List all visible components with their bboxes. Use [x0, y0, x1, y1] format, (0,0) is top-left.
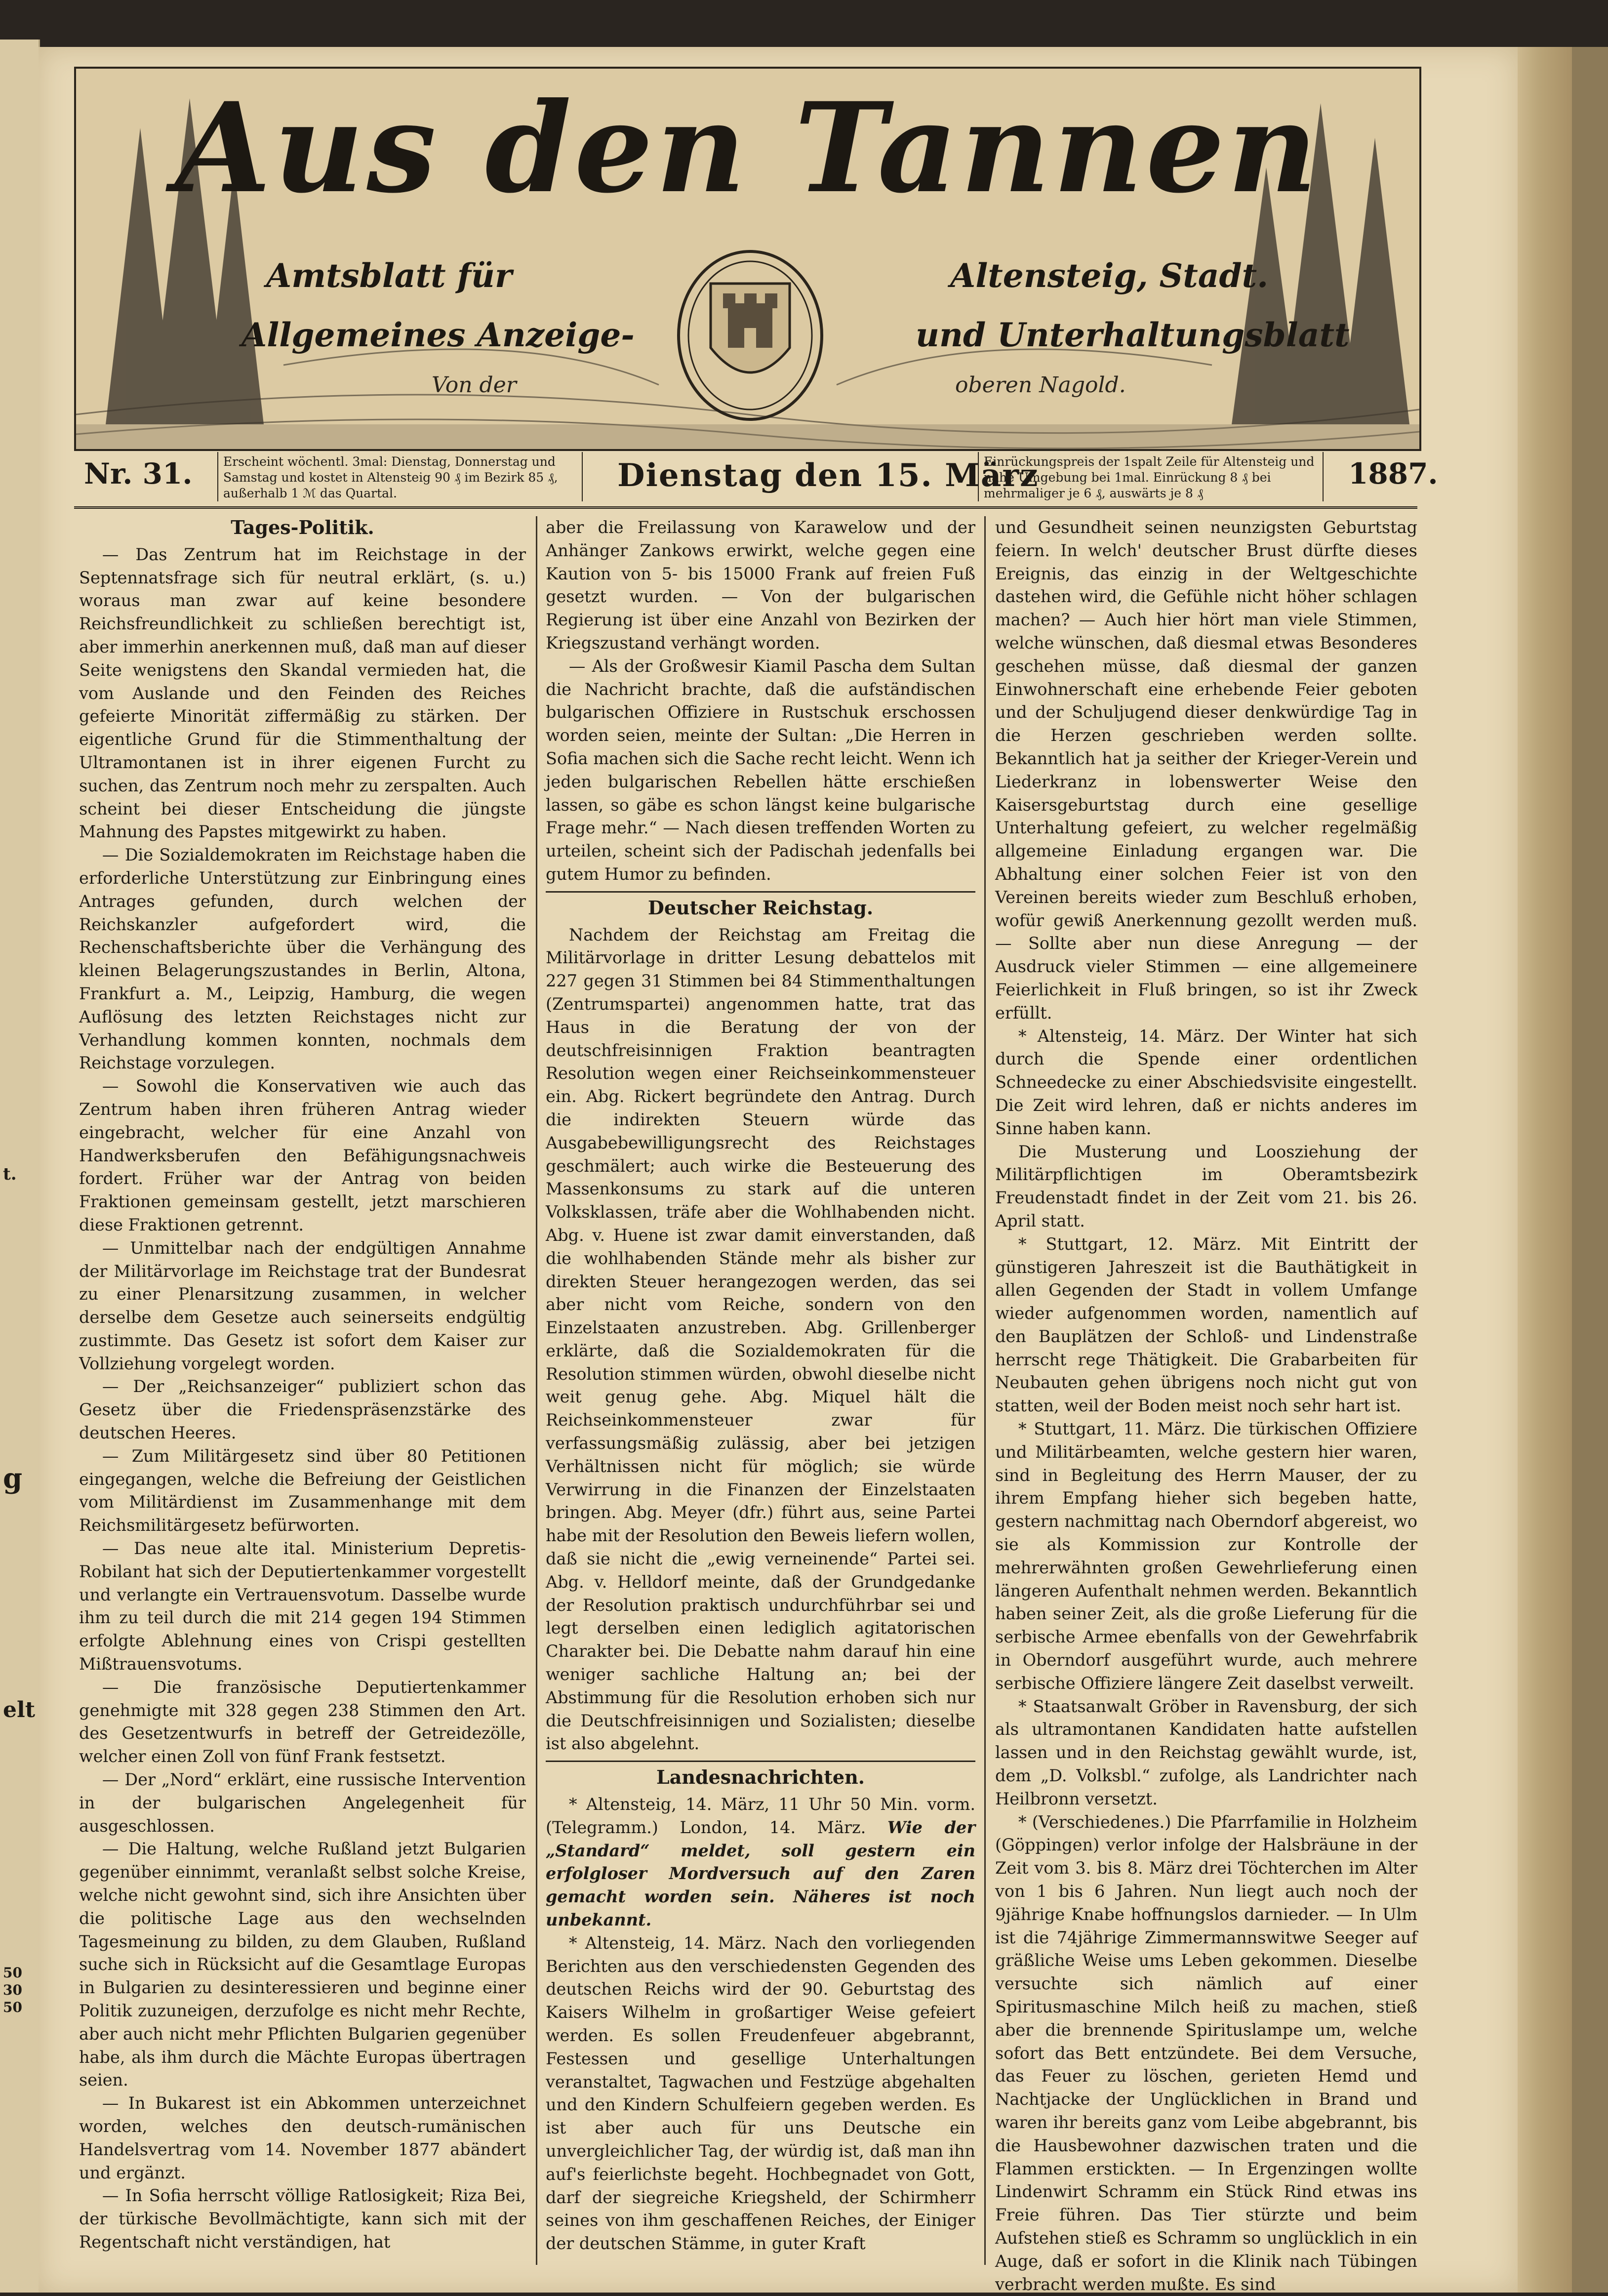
article-paragraph: * Altensteig, 14. März. Nach den vorliegenden Berichten aus den verschiedensten Gegenden des deutschen Reichs wird der 90. Geburtstag des Kaisers Wilhelm in großartiger Weise gefeiert werden. Es sollen Freudenfeuer abgebrannt, Festessen und gesellige Unterhaltungen veranstaltet, Tagwachen und Festzüge abgehalten und den Kindern Schulfeiern gegeben werden. Es ist aber auch für uns Deutsche ein unvergleichlicher Tag, der würdig ist, daß man ihn auf's feierlichste begeht. Hochbegnadet von Gott, darf der siegreiche Kriegsheld, der Schirmherr seines von ihm geschaffenen Reiches, der Einiger der deutschen Stämme, in guter Kraft: [546, 1933, 975, 2254]
issue-date: Dienstag den 15. März: [617, 457, 1039, 494]
masthead-subtitle: Amtsblatt für: [266, 256, 512, 295]
article-paragraph: * Stuttgart, 11. März. Die türkischen Offiziere und Militärbeamten, welche gestern hier waren, sind in Begleitung des Herrn Mauser, der zu ihrem Empfang hieher sich begeben hatte, gestern nachmittag nach Oberndorf abgereist, wo sie als Kommission zur Kontrolle der mehrerwähnten großen Gewehrlieferung einen längeren Aufenthalt nehmen werden. Bekanntlich haben seiner Zeit, als die große Lieferung für die serbische Armee ebenfalls von der Gewehrfabrik in Oberndorf ausgeführt wurde, auch mehrere serbische Offiziere längere Zeit daselbst verweilt.: [995, 1419, 1417, 1693]
article-paragraph: [546, 1793, 975, 1932]
issue-info-bar: [74, 452, 1438, 509]
article-paragraph: — Die Haltung, welche Rußland jetzt Bulgarien gegenüber einnimmt, veranlaßt selbst solche Kreise, welche nicht gewohnt sind, sich ihre Ansichten über die politische Lage aus den wechselnden Tagesmeinung zu bilden, zu dem Glauben, Rußland suche sich in Rücksicht auf die Gesamtlage Europas in Bulgarien zu desinteressieren und beginne einer Politik zuzuneigen, derzufolge es nicht mehr Rechte, aber auch nicht mehr Pflichten Bulgarien gegenüber habe, als ihm durch die Mächte Europas übertragen seien.: [79, 1839, 526, 2090]
column-2: [546, 516, 975, 2275]
masthead-tagline: oberen Nagold.: [955, 372, 1126, 398]
article-paragraph: — Der „Nord“ erklärt, eine russische Intervention in der bulgarischen Angelegenheit für ausgeschlossen.: [79, 1770, 526, 1836]
prev-fragment: 30: [3, 1982, 22, 1998]
article-paragraph: — Der „Reichsanzeiger“ publiziert schon das Gesetz über die Friedenspräsenzstärke des deutschen Heeres.: [79, 1377, 526, 1443]
masthead-subtitle: Altensteig, Stadt.: [950, 256, 1269, 295]
column-rule: [536, 516, 537, 2265]
article-paragraph: — Das Zentrum hat im Reichstage in der Septennatsfrage sich für neutral erklärt, (s. u.) woraus man zwar auf keine besondere Reichsfreundlichkeit zu schließen berechtigt ist, aber immerhin anerkennen muß, daß man auf dieser Seite wenigstens den Skandal vermieden hat, die vom Auslande und den Feinden des Reiches gefeierte Minorität ziffermäßig zu stärken. Der eigentliche Grund für die Stimmenthaltung der Ultramontanen ist in ihrer eigenen Furcht zu suchen, das Zentrum noch mehr zu zerspalten. Auch scheint bei dieser Entscheidung die jüngste Mahnung des Papstes mitgewirkt zu haben.: [79, 544, 526, 842]
section-heading: Tages-Politik.: [231, 516, 374, 538]
article-paragraph: * Stuttgart, 12. März. Mit Eintritt der günstigeren Jahreszeit ist die Bauthätigkeit in allen Gegenden der Stadt in vollem Umfange wieder aufgenommen worden, namentlich auf den Bauplätzen der Schloß- und Lindenstraße herrscht rege Thätigkeit. Die Grabarbeiten für Neubauten gehen übrigens noch nicht gut von statten, weil der Boden meist noch sehr hart ist.: [995, 1234, 1417, 1416]
masthead-title: Aus den Tannen: [175, 75, 1321, 220]
article-paragraph: — Das neue alte ital. Ministerium Depretis-Robilant hat sich der Deputiertenkammer vorgestellt und verlangte ein Vertrauensvotum. Dasselbe wurde ihm zu teil durch die mit 214 gegen 194 Stimmen erfolgte Ablehnung eines von Crispi gestellten Mißtrauensvotums.: [79, 1539, 526, 1674]
telegram-news: Wie der „Standard“ meldet, soll gestern ein erfolgloser Mordversuch auf den Zaren gemacht worden sein. Näheres ist noch unbekannt.: [546, 1817, 975, 1930]
article-paragraph: aber die Freilassung von Karawelow und der Anhänger Zankows erwirkt, welche gegen eine Kaution von 5- bis 15000 Frank auf freien Fuß gesetzt wurden. — Von der bulgarischen Regierung ist über eine Anzahl von Bezirken der Kriegszustand verhängt worden.: [546, 518, 975, 653]
article-paragraph: — Zum Militärgesetz sind über 80 Petitionen eingegangen, welche die Befreiung der Geistlichen vom Militärdienst im Zusammenhange mit dem Reichsmilitärgesetz befürworten.: [79, 1446, 526, 1535]
article-paragraph: — In Bukarest ist ein Abkommen unterzeichnet worden, welches den deutsch-rumänischen Handelsvertrag vom 14. November 1877 abändert und ergänzt.: [79, 2093, 526, 2182]
article-paragraph: — Die Sozialdemokraten im Reichstage haben die erforderliche Unterstützung zur Einbringung eines Antrages gefunden, durch welchen der Reichskanzler aufgefordert wird, die Rechenschaftsberichte über die Verhängung des kleinen Belagerungszustandes in Berlin, Altona, Frankfurt a. M., Leipzig, Hamburg, die wegen Auflösung des letzten Reichstages nicht zur Verhandlung kommen konnten, nochmals dem Reichstage vorzulegen.: [79, 845, 526, 1073]
article-paragraph: * Staatsanwalt Gröber in Ravensburg, der sich als ultramontanen Kandidaten hatte aufstellen lassen und in den Reichstag gewählt wurde, ist, dem „D. Volksbl.“ zufolge, als Landrichter nach Heilbronn versetzt.: [995, 1696, 1417, 1808]
article-paragraph: Nachdem der Reichstag am Freitag die Militärvorlage in dritter Lesung debattelos mit 227 gegen 31 Stimmen bei 84 Stimmenthaltungen (Zentrumspartei) angenommen hatte, trat das Haus in die Beratung der von der deutschfreisinnigen Fraktion beantragten Resolution wegen einer Reichseinkommensteuer ein. Abg. Rickert begründete den Antrag. Durch die indirekten Steuern würde das Ausgabebewilligungsrecht des Reichstages geschmälert; auch wirke die Besteuerung des Massenkonsums zu stark auf die unteren Volksklassen, träfe aber die Wohlhabenden nicht. Abg. v. Huene ist zwar damit einverstanden, daß die wohlhabenden Stände mehr als bisher zur direkten Steuer herangezogen werden, das sei aber nicht vom Reiche, sondern von den Einzelstaaten anzustreben. Abg. Grillenberger erklärte, daß die Sozialdemokraten für die Resolution stimmen würden, obwohl dieselbe nicht weit genug gehe. Abg. Miquel hält die Reichseinkommensteuer zwar für verfassungsmäßig zulässig, aber bei jetzigen Verhältnissen nicht für möglich; sie würde Verwirrung in die Finanzen der Einzelstaaten bringen. Abg. Meyer (dfr.) führt aus, seine Partei habe mit der Resolution den Beweis liefern wollen, daß sie nicht die „ewig verneinende“ Partei sei. Abg. v. Helldorf meinte, daß der Grundgedanke der Resolution praktisch undurchführbar sei und legt derselben einen lediglich agitatorischen Charakter bei. Die Debatte nahm darauf hin eine weniger sachliche Haltung an; bei der Abstimmung für die Resolution erhoben sich nur die Deutschfreisinnigen und Sozialisten; dieselbe ist also abgelehnt.: [546, 925, 975, 1754]
masthead-subtitle: Allgemeines Anzeige-: [241, 316, 635, 354]
article-paragraph: — In Sofia herrscht völlige Ratlosigkeit; Riza Bei, der türkische Bevollmächtigte, kann sich mit der Regentschaft nicht verständigen, hat: [79, 2186, 526, 2252]
article-paragraph: * (Verschiedenes.) Die Pfarrfamilie in Holzheim (Göppingen) verlor infolge der Halsbräune in der Zeit vom 3. bis 8. März drei Töchterchen im Alter von 1 bis 6 Jahren. Nun liegt auch noch der 9jährige Knabe hoffnungslos darnieder. — In Ulm ist die 74jährige Zimmermannswitwe Seeger auf gräßliche Weise ums Leben gekommen. Dieselbe versuchte sich nämlich auf einer Spiritusmaschine Milch heiß zu machen, stieß aber die brennende Spirituslampe um, welche sofort das Bett entzündete. Bei dem Versuche, das Feuer zu löschen, gerieten Hemd und Nachtjacke der Unglücklichen in Brand und waren ihr bereits ganz vom Leibe abgebrannt, bis die Hausbewohner dazwischen traten und die Flammen erstickten. — In Ergenzingen wollte Lindenwirt Schramm ein Stück Rind etwas ins Freie führen. Das Tier stürzte und beim Aufstehen stieß es Schramm so unglücklich in ein Auge, daß er sofort in die Klinik nach Tübingen verbracht werden mußte. Es sind: [995, 1812, 1417, 2294]
telegram-dateline: * Altensteig, 14. März, 11 Uhr 50 Min. vorm. (Telegramm.) London, 14. März.: [546, 1795, 975, 1837]
binding-edge: [1572, 47, 1608, 2293]
prev-fragment: g: [3, 1462, 23, 1495]
article-paragraph: und Gesundheit seinen neunzigsten Geburtstag feiern. In welch' deutscher Brust dürfte dieses Ereignis, das einzig in der Weltgeschichte dastehen wird, die Gefühle nicht höher schlagen machen? — Auch hier hört man viele Stimmen, welche wünschen, daß diesmal etwas Besonderes geschehen müsse, daß diesmal der ganzen Einwohnerschaft eine erhebende Feier geboten und der Schuljugend dieser denkwürdige Tag in die Herzen geschrieben werden sollte. Bekanntlich hat ja seither der Krieger-Verein und Liederkranz in lobenswerter Weise den Kaisersgeburtstag durch eine gesellige Unterhaltung gefeiert, zu welcher regelmäßig allgemeine Einladung ergangen war. Die Abhaltung einer solchen Feier ist von den Vereinen bereits wieder zum Beschluß erhoben, wofür gewiß Anerkennung gezollt werden muß. — Sollte aber nun diese Anregung — der Ausdruck vieler Stimmen — eine allgemeinere Feierlichkeit in Fluß bringen, so ist ihr Zweck erfüllt.: [995, 518, 1417, 1023]
masthead-tagline: Von der: [432, 372, 517, 398]
article-paragraph: — Unmittelbar nach der endgültigen Annahme der Militärvorlage im Reichstage trat der Bundesrat zu einer Plenarsitzung zusammen, in welcher derselbe dem Gesetze auch seinerseits endgültig zustimmte. Das Gesetz ist sofort dem Kaiser zur Vollziehung vorgelegt worden.: [79, 1238, 526, 1373]
advertising-rates: Einrückungspreis der 1spalt Zeile für Altensteig und nahe Umgebung bei 1mal. Einrückung 8 ₰ bei mehrmaliger je 6 ₰, auswärts je 8 ₰: [978, 452, 1324, 501]
section-heading: Deutscher Reichstag.: [546, 891, 975, 920]
column-1: [79, 516, 526, 2275]
prev-fragment: t.: [3, 1164, 17, 1184]
page-stack-edge: [1518, 47, 1572, 2293]
article-paragraph: — Die französische Deputiertenkammer genehmigte mit 328 gegen 238 Stimmen den Art. des Gesetzentwurfs in betreff der Getreidezölle, welcher einen Zoll von fünf Frank festsetzt.: [79, 1677, 526, 1766]
publication-info: Erscheint wöchentl. 3mal: Dienstag, Donnerstag und Samstag und kostet in Altensteig 90 ₰ im Bezirk 85 ₰, außerhalb 1 ℳ das Quartal.: [217, 452, 583, 501]
previous-page-edge: [0, 40, 40, 2293]
article-paragraph: Die Musterung und Loosziehung der Militärpflichtigen im Oberamtsbezirk Freudenstadt findet in der Zeit vom 21. bis 26. April statt.: [995, 1142, 1417, 1230]
masthead-subtitle: und Unterhaltungsblatt: [916, 316, 1350, 354]
issue-year: 1887.: [1348, 457, 1438, 491]
prev-fragment: elt: [3, 1697, 36, 1722]
prev-fragment: 50: [3, 1965, 22, 1981]
prev-fragment: 50: [3, 1999, 22, 2015]
masthead: [74, 67, 1421, 451]
article-paragraph: — Sowohl die Konservativen wie auch das Zentrum haben ihren früheren Antrag wieder eingebracht, welcher für eine Anzahl von Handwerksberufen den Befähigungsnachweis fordert. Früher war der Antrag von beiden Fraktionen gemeinsam gestellt, jetzt marschieren diese Fraktionen getrennt.: [79, 1076, 526, 1234]
coat-of-arms-icon: [676, 249, 824, 422]
article-paragraph: — Als der Großwesir Kiamil Pascha dem Sultan die Nachricht brachte, daß die aufständischen bulgarischen Offiziere in Rustschuk erschossen worden seien, meinte der Sultan: „Die Herren in Sofia machen sich die Sache recht leicht. Wenn ich jeden bulgarischen Rebellen hätte erschießen lassen, so gäbe es schon längst keine bulgarische Frage mehr.“ — Nach diesen treffenden Worten zu urteilen, scheint sich der Padischah jedenfalls bei gutem Humor zu befinden.: [546, 656, 975, 884]
issue-number: Nr. 31.: [84, 457, 193, 491]
article-paragraph: * Altensteig, 14. März. Der Winter hat sich durch die Spende einer ordentlichen Schneedecke zu einer Abschiedsvisite eingestellt. Die Zeit wird lehren, daß er nichts anderes im Sinne haben kann.: [995, 1026, 1417, 1138]
section-heading: Landesnachrichten.: [546, 1761, 975, 1789]
column-3: [995, 516, 1417, 2294]
column-rule: [984, 516, 986, 2265]
